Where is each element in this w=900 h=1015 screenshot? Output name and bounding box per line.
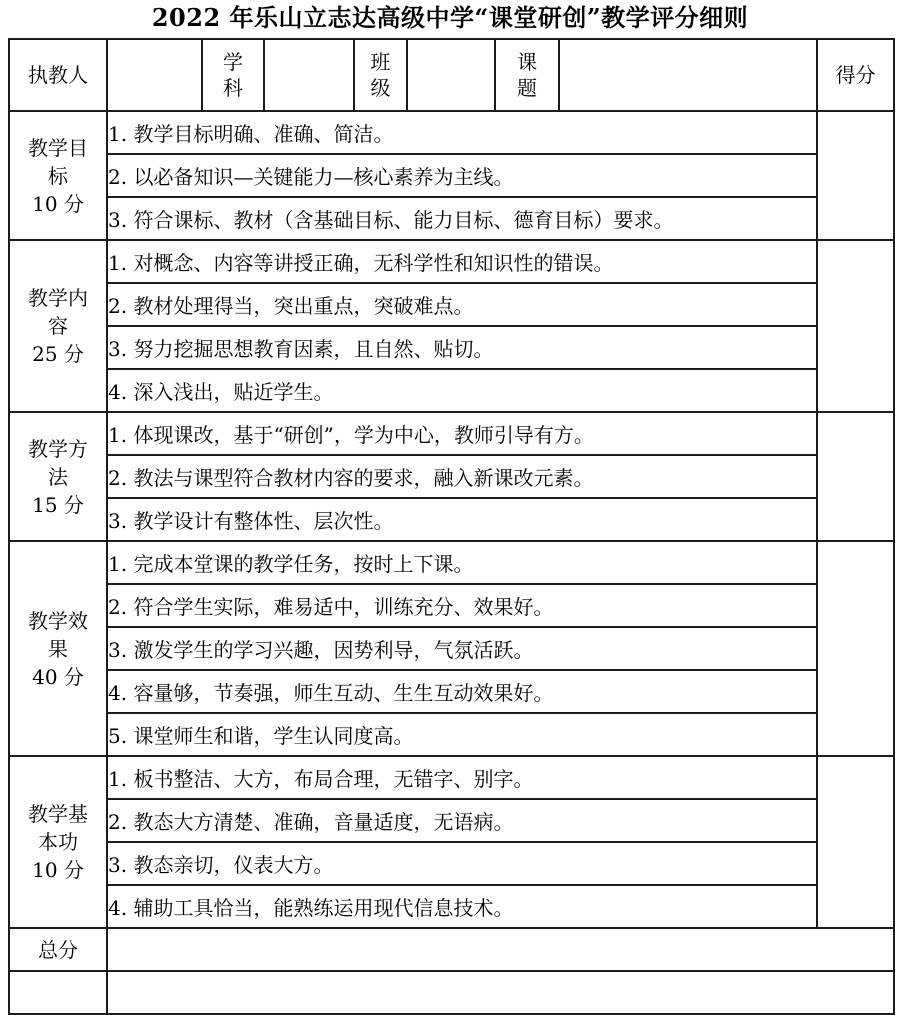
criteria-row <box>9 412 894 455</box>
criteria-cell: 3. 符合课标、教材（含基础目标、能力目标、德育目标）要求。 <box>107 197 817 240</box>
criteria-row <box>9 713 894 756</box>
section-score-cell[interactable] <box>817 240 894 412</box>
criteria-cell: 2. 教材处理得当，突出重点，突破难点。 <box>107 283 817 326</box>
total-value-cell[interactable] <box>107 928 894 971</box>
class-label-cell <box>354 39 407 111</box>
criteria-row <box>9 541 894 584</box>
header-row <box>9 39 894 111</box>
criteria-cell: 2. 以必备知识—关键能力—核心素养为主线。 <box>107 154 817 197</box>
criteria-row <box>9 799 894 842</box>
criteria-row <box>9 885 894 928</box>
section-score-cell[interactable] <box>817 541 894 756</box>
category-line: 40 分 <box>32 664 84 689</box>
criteria-row <box>9 627 894 670</box>
criteria-cell: 2. 教法与课型符合教材内容的要求，融入新课改元素。 <box>107 455 817 498</box>
criteria-cell: 1. 教学目标明确、准确、简洁。 <box>107 111 817 154</box>
criteria-row <box>9 455 894 498</box>
category-line: 本功 <box>38 830 78 854</box>
category-line: 标 <box>48 163 68 188</box>
topic-value-cell[interactable] <box>559 39 817 111</box>
criteria-row <box>9 584 894 627</box>
class-value-cell[interactable] <box>407 39 495 111</box>
criteria-row <box>9 326 894 369</box>
criteria-cell: 1. 完成本堂课的教学任务，按时上下课。 <box>107 541 817 584</box>
subject-label-cell <box>202 39 264 111</box>
evaluation-table <box>8 38 895 1015</box>
criteria-row <box>9 154 894 197</box>
category-line: 25 分 <box>32 342 84 366</box>
category-line: 法 <box>48 464 68 489</box>
subject-label-line: 学 <box>223 50 243 74</box>
category-line: 教学内 <box>28 286 88 310</box>
total-row <box>9 928 894 971</box>
criteria-row <box>9 197 894 240</box>
subject-label-line: 科 <box>223 76 243 100</box>
page-title: 2022 年乐山立志达高级中学“课堂研创”教学评分细则 <box>151 3 749 32</box>
criteria-cell: 1. 对概念、内容等讲授正确，无科学性和知识性的错误。 <box>107 240 817 283</box>
criteria-cell: 3. 激发学生的学习兴趣，因势利导，气氛活跃。 <box>107 627 817 670</box>
total-label-cell: 总分 <box>9 928 107 971</box>
topic-label-line: 题 <box>517 76 537 100</box>
category-cell-goals <box>9 111 107 240</box>
class-label-line: 级 <box>370 76 391 100</box>
criteria-cell: 1. 板书整洁、大方，布局合理，无错字、别字。 <box>107 756 817 799</box>
criteria-cell: 3. 努力挖掘思想教育因素，且自然、贴切。 <box>107 326 817 369</box>
category-cell-basics <box>9 756 107 928</box>
category-line: 果 <box>48 636 68 661</box>
topic-label-cell <box>495 39 559 111</box>
category-line: 教学方 <box>28 436 88 461</box>
criteria-row <box>9 670 894 713</box>
clipped-row-value-cell <box>107 971 894 1014</box>
criteria-cell: 4. 深入浅出，贴近学生。 <box>107 369 817 412</box>
criteria-row <box>9 111 894 154</box>
section-score-cell[interactable] <box>817 756 894 928</box>
category-cell-effects <box>9 541 107 756</box>
subject-value-cell[interactable] <box>264 39 354 111</box>
criteria-cell: 2. 符合学生实际，难易适中，训练充分、效果好。 <box>107 584 817 627</box>
criteria-row <box>9 283 894 326</box>
criteria-row <box>9 756 894 799</box>
criteria-cell: 5. 课堂师生和谐，学生认同度高。 <box>107 713 817 756</box>
section-score-cell[interactable] <box>817 111 894 240</box>
category-line: 容 <box>48 314 68 338</box>
teacher-label-cell: 执教人 <box>9 39 107 111</box>
category-line: 15 分 <box>32 492 84 517</box>
criteria-cell: 3. 教学设计有整体性、层次性。 <box>107 498 817 541</box>
category-cell-content <box>9 240 107 412</box>
criteria-row <box>9 498 894 541</box>
category-line: 10 分 <box>32 858 84 882</box>
category-line: 10 分 <box>32 191 84 216</box>
criteria-cell: 2. 教态大方清楚、准确，音量适度，无语病。 <box>107 799 817 842</box>
section-score-cell[interactable] <box>817 412 894 541</box>
category-cell-methods <box>9 412 107 541</box>
criteria-cell: 4. 容量够，节奏强，师生互动、生生互动效果好。 <box>107 670 817 713</box>
topic-label-line: 课 <box>517 50 537 74</box>
score-header-cell: 得分 <box>817 39 894 111</box>
criteria-row <box>9 842 894 885</box>
clipped-row-label-cell <box>9 971 107 1014</box>
criteria-row <box>9 240 894 283</box>
criteria-cell: 4. 辅助工具恰当，能熟练运用现代信息技术。 <box>107 885 817 928</box>
criteria-cell: 3. 教态亲切，仪表大方。 <box>107 842 817 885</box>
class-label-line: 班 <box>370 50 391 74</box>
criteria-cell: 1. 体现课改，基于“研创”，学为中心，教师引导有方。 <box>107 412 817 455</box>
clipped-row <box>9 971 894 1014</box>
teacher-value-cell[interactable] <box>107 39 202 111</box>
category-line: 教学效 <box>28 608 88 633</box>
criteria-row <box>9 369 894 412</box>
category-line: 教学基 <box>28 802 88 826</box>
category-line: 教学目 <box>28 135 88 160</box>
